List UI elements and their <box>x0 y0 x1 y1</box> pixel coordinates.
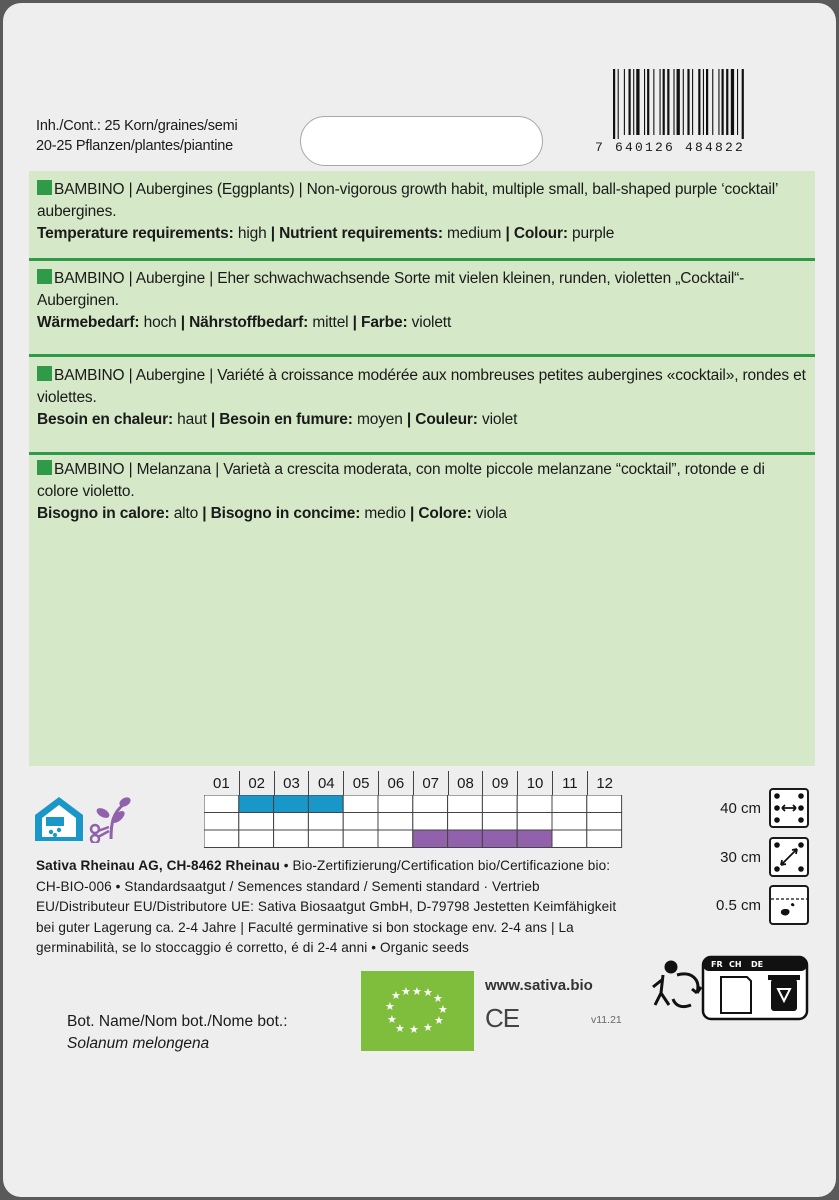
version-label: v11.21 <box>591 1014 622 1026</box>
divider <box>29 258 815 261</box>
svg-text:★: ★ <box>385 1000 395 1013</box>
description-block-de: BAMBINO | Aubergine | Eher schwachwachsende Sorte mit vielen kleinen, runden, violetten „Cocktail“-Auberginen. Wärmebedarf: hoch | Nährstoffbedarf: mittel | Farbe: violett <box>37 270 745 331</box>
company-text: • Bio-Zertifizierung/Certification bio/Certificazione bio: CH-BIO-006 • Standardsaatgut / Semences standard / Sementi standard · Vertrieb EU/Distributeur EU/Distributore UE: Sativa Biosaatgut GmbH, D-79798 Jestetten Keimfähigkeit bei guter Lagerung ca. 2-4 Jahre | Faculté germinative si bon stockage env. 2-4 ans | La germinabilità, se lo stoccaggio é corretto, é di 2-4 anni • Organic seeds <box>36 858 617 955</box>
calendar-month-03: 03 <box>274 771 309 795</box>
barcode <box>595 69 780 163</box>
calendar-cell <box>308 830 343 848</box>
country-de: DE <box>751 960 764 969</box>
calendar-cell <box>482 813 517 831</box>
colour-label: Couleur: <box>415 411 478 428</box>
colour-value: viola <box>475 505 507 522</box>
divider <box>29 354 815 357</box>
calendar-cell <box>274 795 309 813</box>
calendar-month-08: 08 <box>448 771 483 795</box>
eu-organic-logo <box>361 971 474 1051</box>
temp-value: high <box>237 225 267 242</box>
sowing-depth-icon <box>769 885 809 925</box>
country-fr: FR <box>711 960 723 969</box>
description-text: BAMBINO | Melanzana | Varietà a crescita moderata, con molte piccole melanzane “cocktail”, rotonde e di colore violetto. <box>37 461 765 500</box>
plant-distance <box>703 837 809 877</box>
calendar-cell <box>239 830 274 848</box>
country-ch: CH <box>729 960 742 969</box>
calendar-month-09: 09 <box>482 771 517 795</box>
content-quantity: Inh./Cont.: 25 Korn/graines/semi <box>36 118 238 134</box>
botanical-name <box>67 1011 288 1055</box>
nutrient-label: Nährstoffbedarf: <box>189 314 309 331</box>
calendar-cell <box>413 813 448 831</box>
green-square-icon <box>37 180 52 195</box>
website-link: www.sativa.bio <box>485 977 593 994</box>
svg-text:★: ★ <box>423 986 433 999</box>
calendar-cell <box>343 830 378 848</box>
calendar-month-06: 06 <box>378 771 413 795</box>
calendar-cell <box>204 830 239 848</box>
svg-text:★: ★ <box>412 985 422 998</box>
sowing-calendar <box>204 771 626 862</box>
calendar-cell <box>552 813 587 831</box>
colour-value: violett <box>411 314 452 331</box>
green-square-icon <box>37 269 52 284</box>
recycling-info <box>647 953 817 1028</box>
calendar-cell <box>308 813 343 831</box>
row-distance-label: 40 cm <box>720 799 761 817</box>
barcode-bars <box>595 69 780 139</box>
calendar-cell <box>482 795 517 813</box>
nutrient-label: Besoin en fumure: <box>219 411 353 428</box>
calendar-grid <box>204 795 626 857</box>
calendar-cell <box>343 795 378 813</box>
calendar-cell <box>239 813 274 831</box>
description-block-fr: BAMBINO | Aubergine | Variété à croissance modérée aux nombreuses petites aubergines «cocktail», rondes et violettes. Besoin en chaleur: haut | Besoin en fumure: moyen | Couleur: violet <box>37 367 806 428</box>
green-square-icon <box>37 366 52 381</box>
calendar-cell <box>413 795 448 813</box>
temp-label: Temperature requirements: <box>37 225 234 242</box>
sowing-icons <box>33 793 173 848</box>
greenhouse-sowing-icon <box>33 793 173 843</box>
calendar-cell <box>239 795 274 813</box>
content-info <box>36 116 238 156</box>
calendar-cell <box>378 830 413 848</box>
svg-text:★: ★ <box>395 1022 405 1035</box>
row-distance <box>703 788 809 828</box>
calendar-cell <box>552 795 587 813</box>
calendar-cell <box>378 813 413 831</box>
colour-value: purple <box>572 225 615 242</box>
barcode-digits: 7 640126 484822 <box>595 140 746 155</box>
calendar-month-10: 10 <box>517 771 552 795</box>
nutrient-value: moyen <box>356 411 403 428</box>
sowing-depth <box>703 885 809 925</box>
calendar-cell <box>448 830 483 848</box>
nutrient-label: Nutrient requirements: <box>279 225 443 242</box>
description-text: BAMBINO | Aubergine | Eher schwachwachsende Sorte mit vielen kleinen, runden, violetten „Cocktail“-Auberginen. <box>37 270 745 309</box>
colour-value: violet <box>481 411 518 428</box>
svg-text:★: ★ <box>387 1013 397 1026</box>
calendar-months <box>204 771 626 795</box>
seed-packet-back <box>3 3 836 1197</box>
calendar-month-05: 05 <box>343 771 378 795</box>
description-panel <box>29 171 815 766</box>
svg-text:★: ★ <box>433 992 443 1005</box>
calendar-cell <box>448 813 483 831</box>
description-block-en: BAMBINO | Aubergines (Eggplants) | Non-vigorous growth habit, multiple small, ball-shaped purple ‘cocktail’ aubergines. Temperature requirements: high | Nutrient requirements: medium | Colour: purple <box>37 181 778 242</box>
nutrient-value: mittel <box>312 314 349 331</box>
content-plants: 20-25 Pflanzen/plantes/piantine <box>36 138 233 154</box>
plant-distance-icon <box>769 837 809 877</box>
nutrient-value: medium <box>447 225 502 242</box>
calendar-cell <box>274 830 309 848</box>
temp-label: Wärmebedarf: <box>37 314 140 331</box>
calendar-cell <box>204 813 239 831</box>
calendar-cell <box>517 795 552 813</box>
svg-text:★: ★ <box>401 985 411 998</box>
colour-label: Farbe: <box>361 314 408 331</box>
svg-text:★: ★ <box>409 1023 419 1036</box>
description-text: BAMBINO | Aubergines (Eggplants) | Non-vigorous growth habit, multiple small, ball-shaped purple ‘cocktail’ aubergines. <box>37 181 778 220</box>
hang-hole <box>300 116 543 166</box>
temp-value: hoch <box>143 314 177 331</box>
calendar-cell <box>482 830 517 848</box>
nutrient-value: medio <box>364 505 406 522</box>
sowing-depth-label: 0.5 cm <box>715 896 761 914</box>
temp-value: haut <box>177 411 207 428</box>
calendar-cell <box>274 813 309 831</box>
calendar-cell <box>378 795 413 813</box>
svg-text:★: ★ <box>423 1021 433 1034</box>
plant-harvest-icon <box>91 796 132 843</box>
calendar-month-01: 01 <box>213 775 230 792</box>
calendar-cell <box>413 830 448 848</box>
colour-label: Colore: <box>418 505 472 522</box>
svg-text:★: ★ <box>438 1003 448 1016</box>
calendar-month-02: 02 <box>239 771 274 795</box>
triman-recycle-icon <box>647 953 817 1023</box>
calendar-cell <box>587 795 622 813</box>
company-name: Sativa Rheinau AG, CH-8462 Rheinau <box>36 858 280 873</box>
svg-text:★: ★ <box>391 989 401 1002</box>
calendar-cell <box>343 813 378 831</box>
calendar-cell <box>552 830 587 848</box>
calendar-cell <box>204 795 239 813</box>
calendar-month-11: 11 <box>552 771 587 795</box>
colour-label: Colour: <box>513 225 568 242</box>
row-distance-icon <box>769 788 809 828</box>
calendar-cell <box>517 830 552 848</box>
calendar-month-07: 07 <box>413 771 448 795</box>
calendar-cell <box>587 830 622 848</box>
nutrient-label: Bisogno in concime: <box>210 505 361 522</box>
temp-value: alto <box>173 505 199 522</box>
divider <box>29 452 815 455</box>
calendar-cell <box>448 795 483 813</box>
ce-mark: CE <box>485 1003 520 1033</box>
botname-label: Bot. Name/Nom bot./Nome bot.: <box>67 1013 288 1030</box>
temp-label: Bisogno in calore: <box>37 505 170 522</box>
company-info <box>36 856 636 959</box>
calendar-cell <box>308 795 343 813</box>
green-square-icon <box>37 460 52 475</box>
plant-distance-label: 30 cm <box>720 848 761 866</box>
calendar-month-12: 12 <box>587 771 622 795</box>
description-text: BAMBINO | Aubergine | Variété à croissance modérée aux nombreuses petites aubergines «cocktail», rondes et violettes. <box>37 367 806 406</box>
calendar-cell <box>517 813 552 831</box>
description-block-it: BAMBINO | Melanzana | Varietà a crescita moderata, con molte piccole melanzane “cocktail”, rotonde e di colore violetto. Bisogno in calore: alto | Bisogno in concime: medio | Colore: viola <box>37 461 765 522</box>
calendar-cell <box>587 813 622 831</box>
svg-text:★: ★ <box>434 1014 444 1027</box>
botname-value: Solanum melongena <box>67 1035 210 1052</box>
eu-leaf-stars-icon <box>361 971 474 1051</box>
temp-label: Besoin en chaleur: <box>37 411 173 428</box>
calendar-month-04: 04 <box>308 771 343 795</box>
